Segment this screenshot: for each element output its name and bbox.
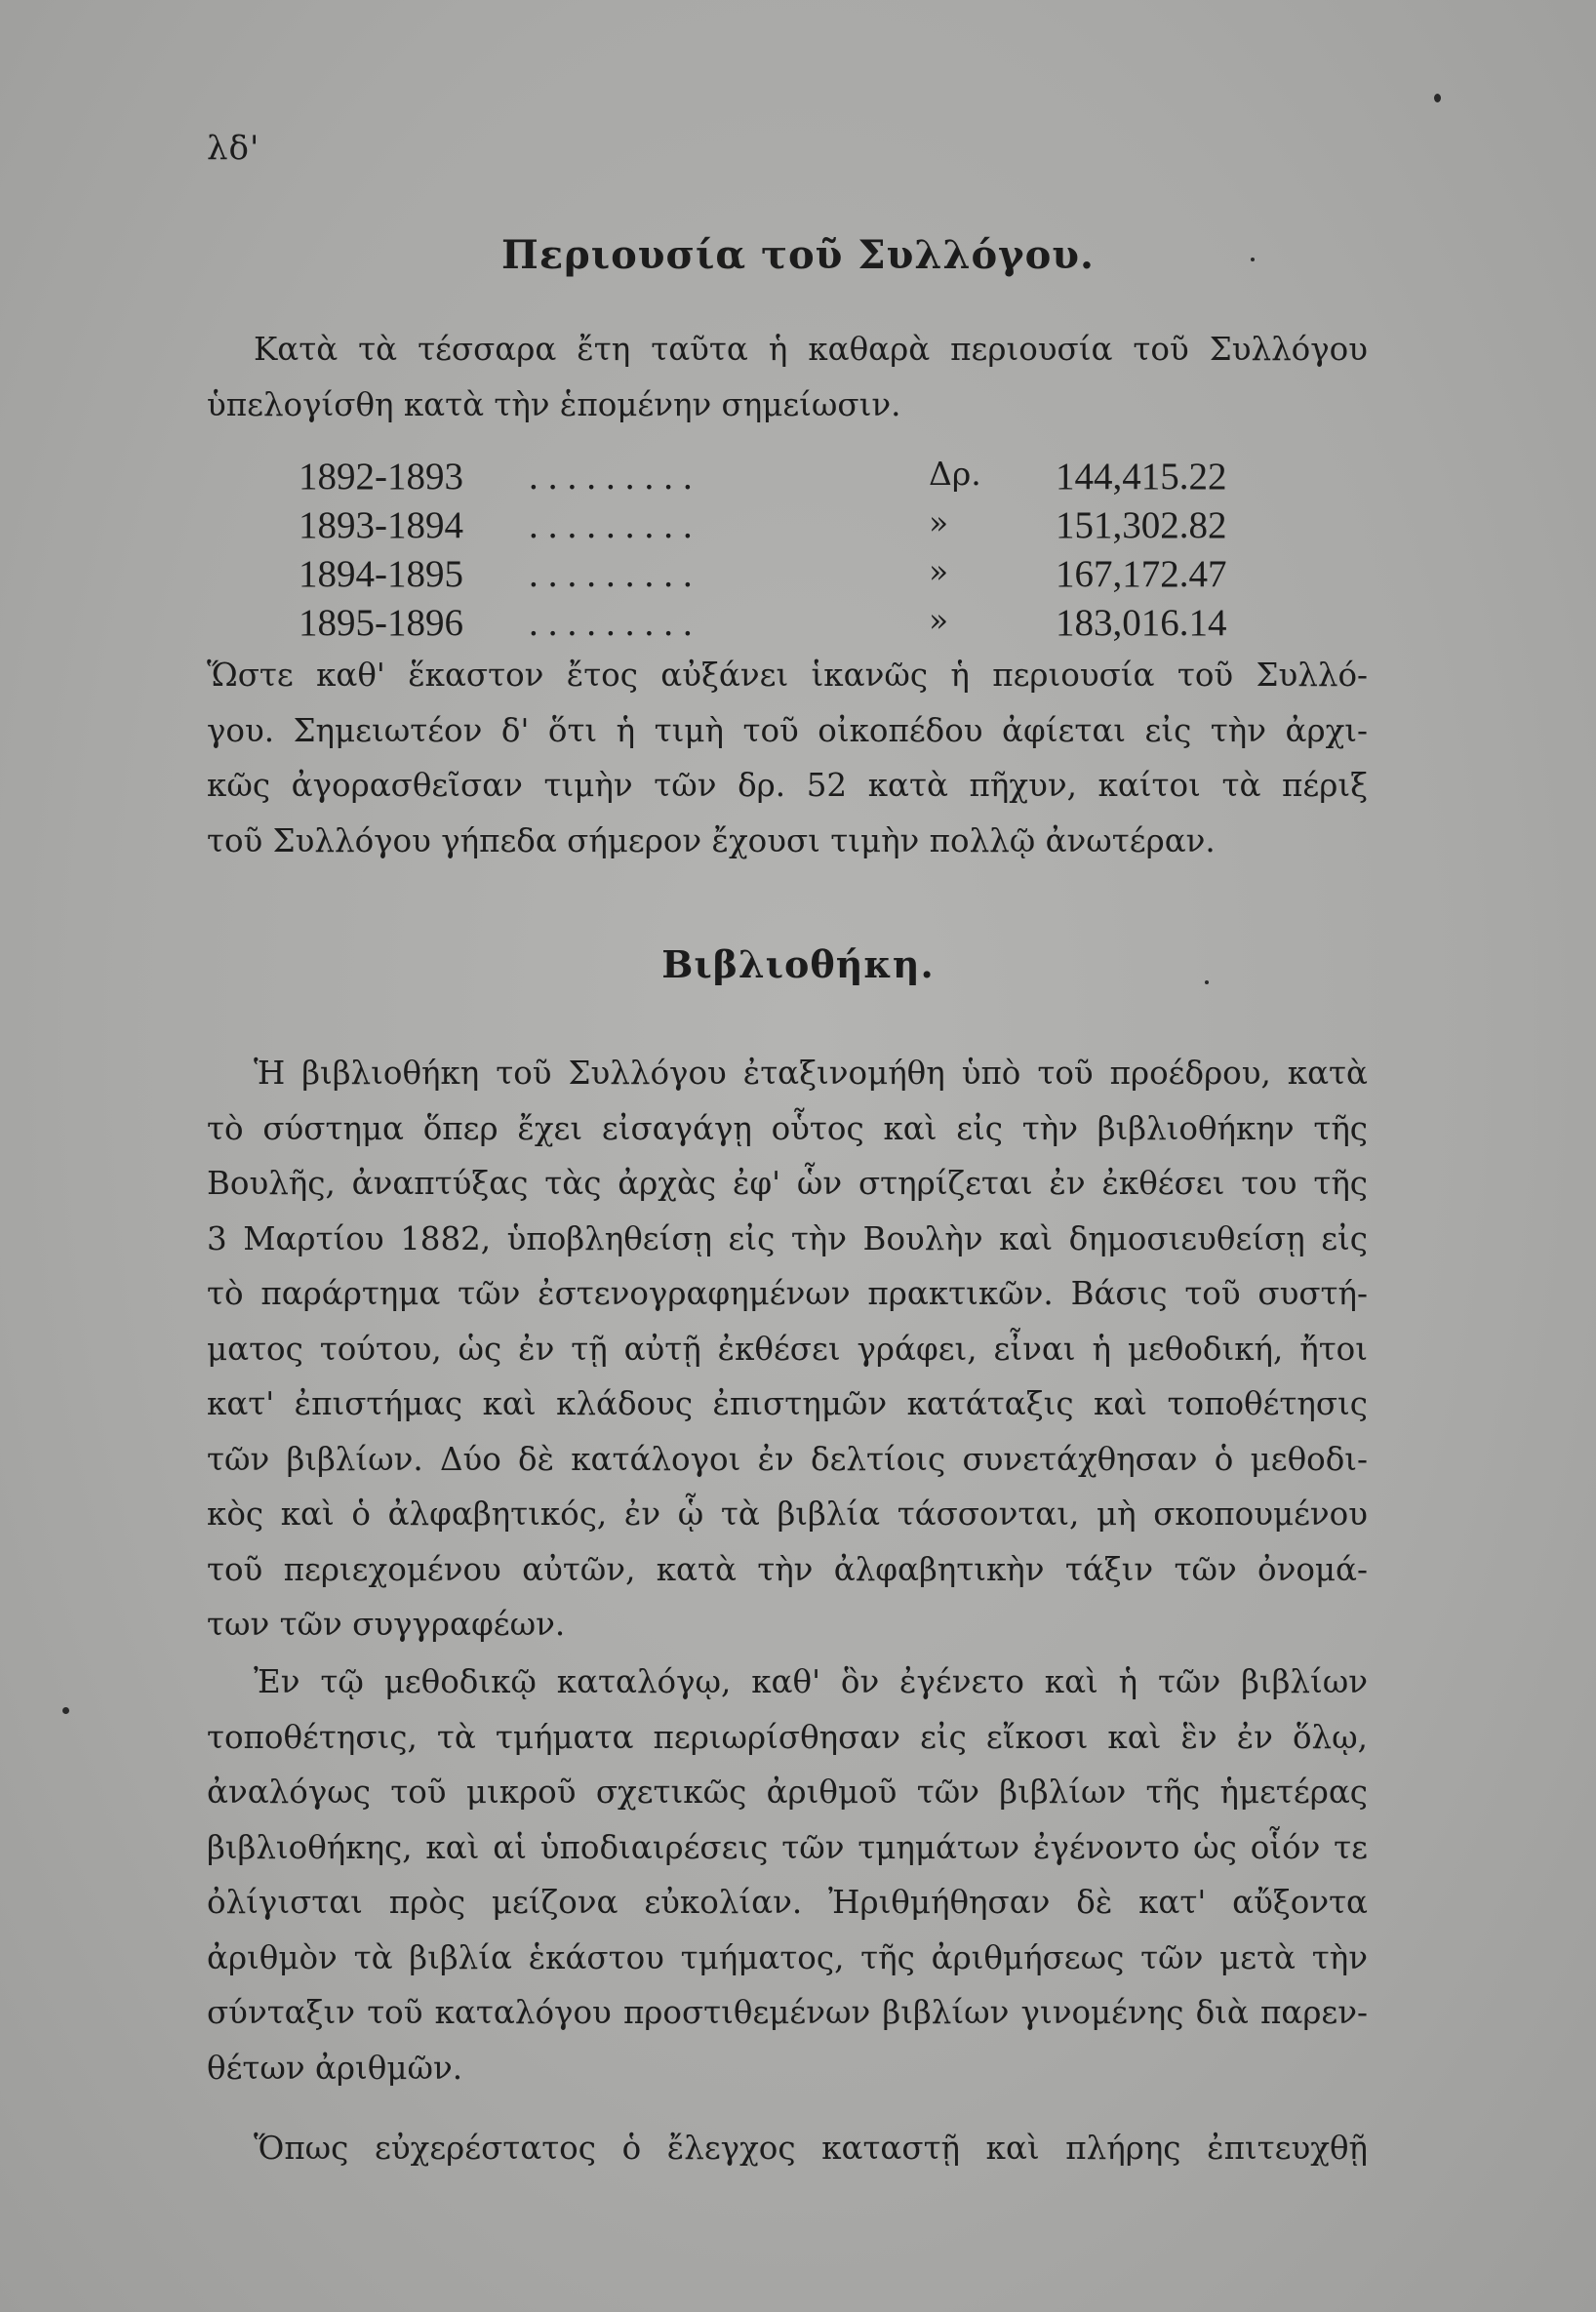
table-row	[299, 503, 1274, 552]
row-currency: »	[929, 601, 949, 639]
row-leader-dots: .........	[529, 553, 702, 595]
text-line: τοῦ Συλλόγου γήπεδα σήμερον ἔχουσι τιμὴν πολλῷ ἀνωτέραν.	[207, 821, 1216, 859]
print-speck	[1251, 258, 1255, 261]
row-leader-dots: .........	[529, 456, 702, 498]
row-currency: »	[929, 552, 949, 590]
text-line: Ἐν τῷ μεθοδικῷ καταλόγῳ, καθ' ὃν ἐγένετο καὶ ἡ τῶν βιβλίων	[254, 1663, 1368, 1700]
text-line: τῶν βιβλίων. Δύο δὲ κατάλογοι ἐν δελτίοις συνετάχθησαν ὁ μεθοδι-	[207, 1440, 1368, 1478]
section-heading-assets: Περιουσία τοῦ Συλλόγου.	[501, 232, 1095, 278]
text-line: γου. Σημειωτέον δ' ὅτι ἡ τιμὴ τοῦ οἰκοπέδου ἀφίεται εἰς τὴν ἀρχι-	[207, 711, 1368, 749]
table-row	[299, 552, 1274, 601]
text-line: κὸς καὶ ὁ ἀλφαβητικός, ἐν ᾧ τὰ βιβλία τάσσονται, μὴ σκοπουμένου	[207, 1495, 1368, 1533]
page-number: λδ'	[207, 129, 260, 168]
text-line: ὀλίγισται πρὸς μείζονα εὐκολίαν. Ἠριθμήθησαν δὲ κατ' αὔξοντα	[207, 1884, 1368, 1921]
text-line: κατ' ἐπιστήμας καὶ κλάδους ἐπιστημῶν κατάταξις καὶ τοποθέτησις	[207, 1385, 1368, 1422]
text-line: ἀριθμὸν τὰ βιβλία ἑκάστου τμήματος, τῆς ἀριθμήσεως τῶν μετὰ τὴν	[207, 1938, 1368, 1976]
row-currency: Δρ.	[929, 455, 981, 493]
assets-intro-paragraph	[207, 322, 1368, 432]
text-line: θέτων ἀριθμῶν.	[207, 2049, 463, 2087]
text-line: Ὅπως εὐχερέστατος ὁ ἔλεγχος καταστῇ καὶ πλήρης ἐπιτευχθῇ	[254, 2130, 1368, 2167]
text-line: τὸ παράρτημα τῶν ἐστενογραφημένων πρακτικῶν. Βάσις τοῦ συστή-	[207, 1275, 1368, 1312]
text-line: Βουλῆς, ἀναπτύξας τὰς ἀρχὰς ἐφ' ὧν στηρίζεται ἐν ἐκθέσει του τῆς	[207, 1165, 1368, 1202]
text-line: των τῶν συγγραφέων.	[207, 1606, 566, 1643]
row-leader-dots: .........	[529, 602, 702, 644]
text-line: τὸ σύστημα ὅπερ ἔχει εἰσαγάγῃ οὗτος καὶ εἰς τὴν βιβλιοθήκην τῆς	[207, 1109, 1368, 1147]
row-leader-dots: .........	[529, 504, 702, 546]
text-line: ἀναλόγως τοῦ μικροῦ σχετικῶς ἀριθμοῦ τῶν βιβλίων τῆς ἡμετέρας	[207, 1774, 1368, 1811]
text-line: 3 Μαρτίου 1882, ὑποβληθείσῃ εἰς τὴν Βουλὴν καὶ δημοσιευθείσῃ εἰς	[207, 1219, 1368, 1257]
row-amount: 167,172.47	[1056, 553, 1227, 595]
row-amount: 151,302.82	[1056, 504, 1227, 546]
text-line: Ἡ βιβλιοθήκη τοῦ Συλλόγου ἐταξινομήθη ὑπὸ τοῦ προέδρου, κατὰ	[254, 1055, 1368, 1092]
print-speck	[62, 1707, 69, 1714]
section-heading-library: Βιβλιοθήκη.	[661, 942, 935, 986]
assets-table	[299, 455, 1274, 650]
text-line: βιβλιοθήκης, καὶ αἱ ὑποδιαιρέσεις τῶν τμημάτων ἐγένοντο ὡς οἷόν τε	[207, 1828, 1368, 1866]
text-line: Ὥστε καθ' ἕκαστον ἔτος αὐξάνει ἱκανῶς ἡ περιουσία τοῦ Συλλό-	[207, 657, 1368, 694]
row-amount: 144,415.22	[1056, 456, 1227, 498]
text-line: Κατὰ τὰ τέσσαρα ἔτη ταῦτα ἡ καθαρὰ περιουσία τοῦ Συλλόγου	[254, 331, 1368, 368]
row-amount: 183,016.14	[1056, 602, 1227, 644]
text-line: τοῦ περιεχομένου αὐτῶν, κατὰ τὴν ἀλφαβητικὴν τάξιν τῶν ὀνομά-	[207, 1550, 1368, 1588]
row-currency: »	[929, 503, 949, 541]
print-speck	[1205, 980, 1209, 984]
table-row	[299, 601, 1274, 650]
text-line: ὑπελογίσθη κατὰ τὴν ἑπομένην σημείωσιν.	[207, 385, 901, 423]
row-years: 1895-1896	[299, 602, 463, 644]
library-paragraph-2	[207, 1654, 1368, 2095]
row-years: 1893-1894	[299, 504, 463, 546]
row-years: 1892-1893	[299, 456, 463, 498]
library-paragraph-3	[207, 2121, 1368, 2176]
text-line: τοποθέτησις, τὰ τμήματα περιωρίσθησαν εἰς εἴκοσι καὶ ἓν ἐν ὅλῳ,	[207, 1718, 1368, 1756]
text-line: σύνταξιν τοῦ καταλόγου προστιθεμένων βιβλίων γινομένης διὰ παρεν-	[207, 1994, 1368, 2031]
table-row	[299, 455, 1274, 503]
print-speck	[1434, 94, 1441, 102]
assets-summary-paragraph	[207, 648, 1368, 868]
text-line: ματος τούτου, ὡς ἐν τῇ αὐτῇ ἐκθέσει γράφει, εἶναι ἡ μεθοδική, ἤτοι	[207, 1330, 1368, 1368]
library-paragraph-1	[207, 1046, 1368, 1653]
text-line: κῶς ἀγορασθεῖσαν τιμὴν τῶν δρ. 52 κατὰ πῆχυν, καίτοι τὰ πέριξ	[207, 767, 1368, 804]
row-years: 1894-1895	[299, 553, 463, 595]
